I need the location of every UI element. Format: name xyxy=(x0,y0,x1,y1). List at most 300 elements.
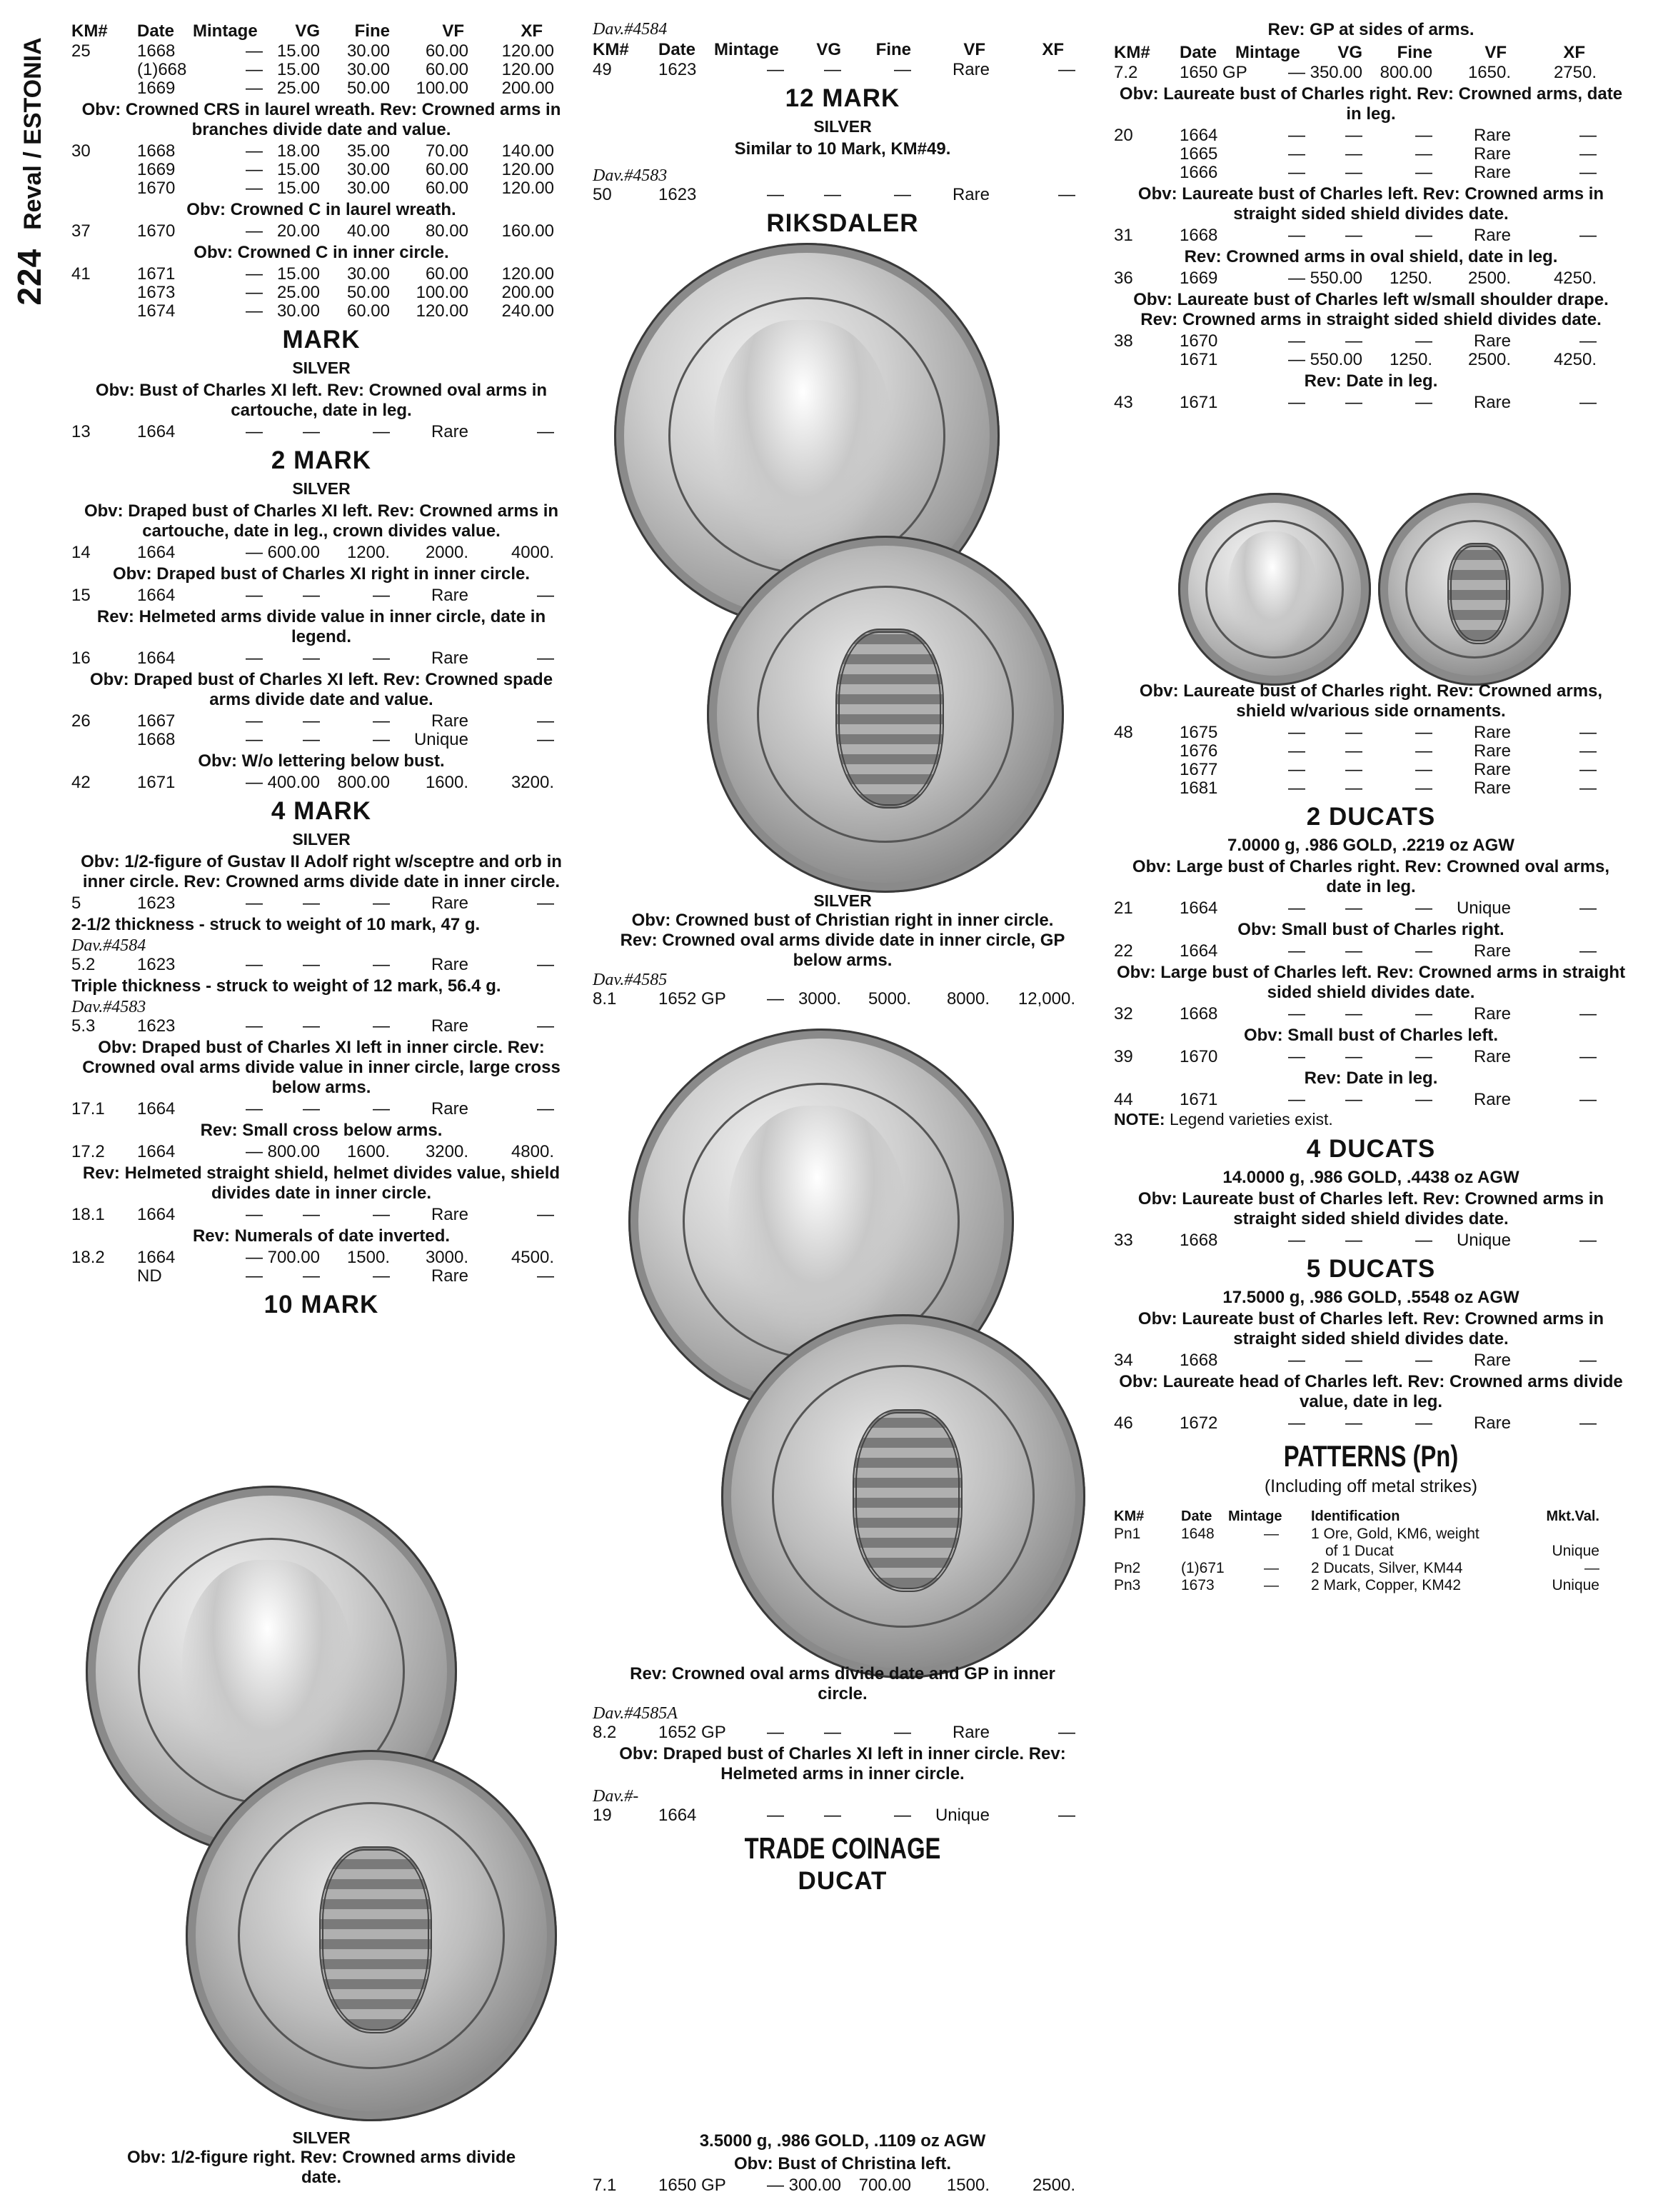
cell-date: 1623 xyxy=(137,1016,176,1036)
cell-vf: 2500. xyxy=(1467,269,1511,288)
cell-date: 1664 xyxy=(137,422,176,441)
cell-date: 1664 xyxy=(1180,941,1218,961)
dav-reference: Dav.#4583 xyxy=(71,998,146,1016)
variety-description: Rev: Numerals of date inverted. xyxy=(192,1226,451,1246)
column-middle xyxy=(593,20,1092,242)
cell-km: 14 xyxy=(71,543,91,562)
cell-vf: Rare xyxy=(431,1099,468,1118)
cell-vf: Rare xyxy=(1473,741,1511,761)
cell-xf: — xyxy=(1579,941,1597,961)
cell-fine: 1600. xyxy=(346,1142,390,1161)
cell-km: 7.1 xyxy=(593,2176,617,2195)
cell-fine: — xyxy=(1415,760,1432,779)
cell-xf: — xyxy=(537,1266,554,1286)
cell-mint: — xyxy=(246,179,263,198)
patterns-header xyxy=(1114,1507,1628,1526)
cell-fine: — xyxy=(1415,393,1432,412)
col-market-value: Mkt.Val. xyxy=(1546,1508,1599,1524)
table-row xyxy=(1114,1047,1628,1066)
cell-date: 1671 xyxy=(1180,1090,1218,1109)
variety-description: Obv: Large bust of Charles right. Rev: Crowned oval arms, date in leg. xyxy=(1132,857,1610,896)
section-title: MARK xyxy=(282,326,361,354)
table-row xyxy=(1114,760,1628,779)
variety-description: Obv: Laureate bust of Charles right. Rev: Crowned arms, date in leg. xyxy=(1119,84,1623,124)
header-date: Date xyxy=(137,21,175,41)
cell-date: 1623 xyxy=(658,60,697,79)
pattern-mint: — xyxy=(1264,1577,1279,1593)
table-row xyxy=(1114,741,1628,760)
cell-km: 37 xyxy=(71,221,91,241)
cell-vg: — xyxy=(1345,1231,1362,1250)
cell-fine: — xyxy=(373,649,390,668)
cell-mint: — xyxy=(246,283,263,302)
cell-mint: — xyxy=(1288,163,1305,182)
table-row xyxy=(1114,1090,1628,1108)
coin-image-reverse xyxy=(721,1314,1085,1678)
cell-mint: — xyxy=(246,1266,263,1286)
variety-description: Rev: GP at sides of arms. xyxy=(1267,20,1474,39)
cell-vf: Rare xyxy=(1473,941,1511,961)
cell-fine: 50.00 xyxy=(346,79,390,98)
cell-vg: — xyxy=(824,185,841,204)
cell-vg: 30.00 xyxy=(276,301,320,321)
cell-xf: — xyxy=(1058,1806,1075,1825)
cell-vf: 120.00 xyxy=(416,301,468,321)
pattern-km: Pn3 xyxy=(1114,1577,1141,1593)
cell-mint: — xyxy=(1288,723,1305,742)
cell-fine: — xyxy=(894,1723,911,1742)
cell-km: 49 xyxy=(593,60,612,79)
weight-description: 7.0000 g, .986 GOLD, .2219 oz AGW xyxy=(1227,836,1514,855)
cell-fine: — xyxy=(373,894,390,913)
cell-vg: 550.00 xyxy=(1310,350,1362,369)
cell-mint: — xyxy=(1288,393,1305,412)
cell-xf: — xyxy=(537,422,554,441)
cell-vf: Rare xyxy=(431,422,468,441)
cell-date: 1672 xyxy=(1180,1413,1218,1433)
cell-vg: 25.00 xyxy=(276,283,320,302)
cell-mint: — xyxy=(767,2176,784,2195)
cell-fine: — xyxy=(373,586,390,605)
patterns-list xyxy=(1114,1526,1628,1594)
cell-fine: — xyxy=(894,1806,911,1825)
riksdaler-82-block xyxy=(593,1664,1092,1900)
table-row xyxy=(1114,269,1628,287)
cell-vf: Rare xyxy=(1473,226,1511,245)
cell-vf: Unique xyxy=(1456,899,1511,918)
cell-mint: — xyxy=(246,41,263,61)
cell-xf: — xyxy=(1579,226,1597,245)
cell-fine: — xyxy=(1415,1090,1432,1109)
cell-xf: 200.00 xyxy=(501,283,554,302)
note-text: Legend varieties exist. xyxy=(1169,1110,1333,1128)
pattern-ident: 2 Ducats, Silver, KM44 xyxy=(1311,1560,1463,1576)
variety-description: Obv: Laureate bust of Charles left. Rev: Crowned arms in straight sided shield divides date. xyxy=(1137,184,1604,224)
cell-mint: — xyxy=(1288,1047,1305,1066)
cell-fine: 60.00 xyxy=(346,301,390,321)
cell-km: 5.2 xyxy=(71,955,96,974)
variety-description: Obv: Laureate head of Charles left. Rev: Crowned arms divide value, date in leg. xyxy=(1119,1372,1623,1411)
cell-date: 1664 xyxy=(137,1099,176,1118)
cell-date: 1665 xyxy=(1180,144,1218,164)
cell-fine: 1200. xyxy=(346,543,390,562)
cell-vg: — xyxy=(1345,126,1362,145)
header-vf: VF xyxy=(442,21,464,41)
cell-mint: — xyxy=(1288,1090,1305,1109)
table-row xyxy=(71,955,571,974)
cell-date: 1670 xyxy=(1180,1047,1218,1066)
cell-mint: — xyxy=(246,422,263,441)
cell-km: 32 xyxy=(1114,1004,1133,1024)
table-row xyxy=(593,2176,1092,2194)
page-running-title: Reval / ESTONIA xyxy=(19,37,46,230)
cell-xf: 160.00 xyxy=(501,221,554,241)
cell-vg: — xyxy=(1345,331,1362,351)
cell-vf: Rare xyxy=(952,60,990,79)
cell-vg: 700.00 xyxy=(267,1248,320,1267)
metal-label: SILVER xyxy=(813,117,872,136)
header-xf: XF xyxy=(1042,40,1064,59)
table-row xyxy=(71,894,571,912)
cell-fine: — xyxy=(1415,899,1432,918)
cell-vf: 1600. xyxy=(425,773,468,792)
cell-date: 1652 GP xyxy=(658,1723,726,1742)
cell-xf: — xyxy=(1579,1231,1597,1250)
cell-mint: — xyxy=(246,586,263,605)
cell-fine: 800.00 xyxy=(337,773,390,792)
cell-fine: 30.00 xyxy=(346,160,390,179)
table-header xyxy=(71,20,571,41)
variety-description: Obv: Bust of Christina left. xyxy=(733,2154,951,2173)
header-xf: XF xyxy=(1563,43,1585,62)
dav-reference: Dav.#4584 xyxy=(71,936,146,955)
cell-xf: 4250. xyxy=(1553,269,1597,288)
section-title: 2 MARK xyxy=(271,446,372,474)
cell-date: 1650 GP xyxy=(658,2176,726,2195)
table-row xyxy=(1114,144,1628,163)
cell-mint: — xyxy=(1288,144,1305,164)
cell-vf: Rare xyxy=(1473,723,1511,742)
cell-vg: — xyxy=(1345,723,1362,742)
cell-vf: Rare xyxy=(1473,779,1511,798)
cell-date: 1664 xyxy=(137,1205,176,1224)
coin-image-obverse xyxy=(1178,493,1371,686)
cell-fine: — xyxy=(373,1266,390,1286)
header-vf: VF xyxy=(963,40,985,59)
cell-fine: — xyxy=(894,60,911,79)
cell-km: 41 xyxy=(71,264,91,284)
pattern-ident: 2 Mark, Copper, KM42 xyxy=(1311,1577,1462,1593)
header-km: KM# xyxy=(593,40,629,59)
cell-xf: — xyxy=(537,894,554,913)
header-fine: Fine xyxy=(354,21,390,41)
cell-km: 44 xyxy=(1114,1090,1133,1109)
variety-description: Rev: Date in leg. xyxy=(1304,371,1438,391)
cell-km: 18.2 xyxy=(71,1248,105,1267)
cell-mint: — xyxy=(1288,899,1305,918)
variety-description: Obv: W/o lettering below bust. xyxy=(198,751,445,771)
cell-mint: — xyxy=(246,301,263,321)
pattern-date: 1648 xyxy=(1181,1526,1215,1542)
header-vg: VG xyxy=(816,40,841,59)
cell-vg: — xyxy=(303,1016,320,1036)
table-row xyxy=(593,1723,1092,1741)
cell-km: 15 xyxy=(71,586,91,605)
variety-description: Obv: Draped bust of Charles XI left in inner circle. Rev: Crowned oval arms divide value in inner circle, large cross below arms. xyxy=(82,1038,561,1097)
metal-label: SILVER xyxy=(292,359,351,377)
cell-vf: Rare xyxy=(431,649,468,668)
cell-vf: 80.00 xyxy=(425,221,468,241)
cell-vf: Rare xyxy=(431,586,468,605)
cell-xf: 2500. xyxy=(1032,2176,1075,2195)
cell-vg: — xyxy=(1345,393,1362,412)
cell-fine: 35.00 xyxy=(346,141,390,161)
dav-reference: Dav.#4584 xyxy=(593,20,668,39)
cell-mint: — xyxy=(246,264,263,284)
cell-vg: — xyxy=(824,1806,841,1825)
cell-xf: — xyxy=(537,1016,554,1036)
cell-vg: 550.00 xyxy=(1310,269,1362,288)
cell-fine: — xyxy=(373,711,390,731)
cell-vg: — xyxy=(303,730,320,749)
cell-xf: — xyxy=(537,1205,554,1224)
cell-km: 30 xyxy=(71,141,91,161)
section-title: RIKSDALER xyxy=(766,209,919,237)
cell-vf: 60.00 xyxy=(425,160,468,179)
table-row xyxy=(71,301,571,320)
cell-vf: Rare xyxy=(1473,1413,1511,1433)
cell-vg: 600.00 xyxy=(267,543,320,562)
cell-vg: 15.00 xyxy=(276,160,320,179)
pattern-km: Pn2 xyxy=(1114,1560,1141,1576)
section-title: 10 MARK xyxy=(263,1291,379,1318)
cell-date: 1652 GP xyxy=(658,989,726,1009)
cell-date: 1623 xyxy=(137,955,176,974)
section-title: 2 DUCATS xyxy=(1306,803,1436,831)
cell-fine: — xyxy=(1415,1047,1432,1066)
section-title: 4 DUCATS xyxy=(1306,1135,1436,1163)
cell-mint: — xyxy=(246,79,263,98)
pattern-value: Unique xyxy=(1552,1543,1599,1559)
table-row xyxy=(71,179,571,197)
metal-label: SILVER xyxy=(813,891,872,910)
cell-fine: — xyxy=(1415,1231,1432,1250)
cell-vg: 15.00 xyxy=(276,60,320,79)
cell-vf: 60.00 xyxy=(425,41,468,61)
metal-label: SILVER xyxy=(292,479,351,498)
header-vf: VF xyxy=(1484,43,1507,62)
cell-date: 1664 xyxy=(658,1806,697,1825)
cell-mint: — xyxy=(246,1099,263,1118)
cell-fine: — xyxy=(1415,126,1432,145)
pattern-ident: 1 Ore, Gold, KM6, weight xyxy=(1311,1526,1479,1542)
cell-vf: 3200. xyxy=(425,1142,468,1161)
dav-reference: Dav.#4583 xyxy=(593,166,668,185)
cell-km: 43 xyxy=(1114,393,1133,412)
cell-date: 1666 xyxy=(1180,163,1218,182)
cell-vg: — xyxy=(824,1723,841,1742)
cell-date: 1669 xyxy=(137,79,176,98)
cell-xf: 200.00 xyxy=(501,79,554,98)
cell-date: 1674 xyxy=(137,301,176,321)
table-row xyxy=(71,60,571,79)
section-title: 5 DUCATS xyxy=(1306,1255,1436,1283)
weight-description: 17.5000 g, .986 GOLD, .5548 oz AGW xyxy=(1222,1288,1519,1307)
cell-fine: — xyxy=(373,1099,390,1118)
section-title: 4 MARK xyxy=(271,797,372,825)
cell-xf: — xyxy=(1579,331,1597,351)
cell-fine: 30.00 xyxy=(346,179,390,198)
cell-xf: — xyxy=(537,730,554,749)
table-row xyxy=(1114,226,1628,244)
cell-vf: 60.00 xyxy=(425,179,468,198)
variety-description: Obv: Small bust of Charles left. xyxy=(1243,1026,1499,1045)
cell-vg: — xyxy=(1345,899,1362,918)
cell-km: 25 xyxy=(71,41,91,61)
dav-reference: Dav.#- xyxy=(593,1787,639,1806)
variety-description: Triple thickness - struck to weight of 12 mark, 56.4 g. xyxy=(71,976,501,996)
cell-vg: 15.00 xyxy=(276,264,320,284)
column-right xyxy=(1114,20,1628,411)
cell-mint: — xyxy=(246,894,263,913)
table-row xyxy=(71,586,571,604)
cell-vf: Rare xyxy=(1473,1047,1511,1066)
table-row xyxy=(1114,1351,1628,1369)
cell-mint: — xyxy=(246,60,263,79)
cell-vg: — xyxy=(1345,1413,1362,1433)
cell-mint: — xyxy=(1288,1231,1305,1250)
pattern-mint: — xyxy=(1264,1526,1279,1542)
cell-xf: 140.00 xyxy=(501,141,554,161)
cell-fine: 50.00 xyxy=(346,283,390,302)
cell-fine: — xyxy=(373,422,390,441)
cell-vg: — xyxy=(1345,760,1362,779)
cell-km: 17.1 xyxy=(71,1099,105,1118)
cell-date: ND xyxy=(137,1266,162,1286)
cell-vf: Rare xyxy=(431,711,468,731)
cell-km: 26 xyxy=(71,711,91,731)
table-row xyxy=(1114,63,1628,81)
header-vg: VG xyxy=(1337,43,1362,62)
cell-vg: — xyxy=(1345,941,1362,961)
variety-description: Obv: Crowned C in inner circle. xyxy=(194,243,449,262)
cell-xf: — xyxy=(537,955,554,974)
cell-vf: 100.00 xyxy=(416,283,468,302)
header-mintage: Mintage xyxy=(1235,43,1300,62)
sidebar-running-head xyxy=(3,21,56,321)
column-left xyxy=(71,20,571,1323)
header-date: Date xyxy=(658,40,696,59)
cell-fine: — xyxy=(1415,144,1432,164)
metal-label: SILVER xyxy=(292,2128,351,2147)
cell-fine: — xyxy=(1415,1413,1432,1433)
cell-vf: Rare xyxy=(431,1266,468,1286)
table-row xyxy=(1114,779,1628,797)
cell-date: 1668 xyxy=(137,730,176,749)
table-row xyxy=(1114,350,1628,369)
note-label: NOTE: xyxy=(1114,1110,1165,1128)
variety-description: Obv: 1/2-figure of Gustav II Adolf right w/sceptre and orb in inner circle. Rev: Crowned arms divide date in inner circle. xyxy=(81,852,562,891)
table-row xyxy=(71,1266,571,1285)
cell-km: 21 xyxy=(1114,899,1133,918)
cell-km: 31 xyxy=(1114,226,1133,245)
cell-mint: — xyxy=(767,60,784,79)
pattern-mint: — xyxy=(1264,1560,1279,1576)
cell-date: 1664 xyxy=(137,586,176,605)
cell-mint: — xyxy=(246,730,263,749)
cell-xf: 4800. xyxy=(511,1142,554,1161)
cell-date: 1668 xyxy=(137,141,176,161)
cell-km: 7.2 xyxy=(1114,63,1138,82)
cell-xf: — xyxy=(537,711,554,731)
coin-image-reverse xyxy=(707,536,1064,893)
cell-vf: Unique xyxy=(935,1806,990,1825)
cell-xf: 120.00 xyxy=(501,160,554,179)
coin-image-reverse xyxy=(186,1750,557,2121)
cell-vf: 60.00 xyxy=(425,264,468,284)
cell-xf: — xyxy=(1058,60,1075,79)
cell-fine: — xyxy=(373,1016,390,1036)
cell-date: 1664 xyxy=(1180,899,1218,918)
cell-mint: — xyxy=(246,773,263,792)
cell-mint: — xyxy=(1288,1413,1305,1433)
cell-fine: 1250. xyxy=(1389,269,1432,288)
cell-vg: — xyxy=(1345,1004,1362,1024)
table-row xyxy=(71,543,571,561)
cell-vg: — xyxy=(303,586,320,605)
cell-mint: — xyxy=(246,1248,263,1267)
cell-date: (1)668 xyxy=(137,60,187,79)
pattern-value: Unique xyxy=(1552,1577,1599,1593)
cell-date: 1664 xyxy=(137,543,176,562)
cell-xf: 2750. xyxy=(1553,63,1597,82)
cell-xf: 4500. xyxy=(511,1248,554,1267)
table-row xyxy=(71,649,571,667)
cell-xf: — xyxy=(1579,741,1597,761)
header-fine: Fine xyxy=(1397,43,1432,62)
cell-date: 1670 xyxy=(137,221,176,241)
cell-date: 1668 xyxy=(1180,226,1218,245)
variety-description: Obv: Crowned bust of Christian right in inner circle. Rev: Crowned oval arms divide date in inner circle, GP below arms. xyxy=(620,911,1065,970)
cell-vf: 60.00 xyxy=(425,60,468,79)
coin-caption xyxy=(71,2127,571,2188)
cell-mint: — xyxy=(1288,63,1305,82)
cell-xf: 3200. xyxy=(511,773,554,792)
variety-description: Obv: Draped bust of Charles XI right in inner circle. xyxy=(112,564,531,584)
cell-vg: — xyxy=(1345,779,1362,798)
table-row xyxy=(71,160,571,179)
cell-km: 33 xyxy=(1114,1231,1133,1250)
cell-xf: — xyxy=(1579,393,1597,412)
cell-date: 1668 xyxy=(1180,1004,1218,1024)
cell-date: 1669 xyxy=(137,160,176,179)
cell-km: 18.1 xyxy=(71,1205,105,1224)
ducat-71-block xyxy=(593,2128,1092,2194)
cell-vg: 300.00 xyxy=(788,2176,841,2195)
table-row xyxy=(71,41,571,60)
table-row xyxy=(593,989,1092,1008)
variety-description: Obv: Laureate bust of Charles left. Rev: Crowned arms in straight sided shield divides date. xyxy=(1137,1309,1604,1348)
pattern-km: Pn1 xyxy=(1114,1526,1141,1542)
cell-date: 1650 GP xyxy=(1180,63,1247,82)
cell-km: 19 xyxy=(593,1806,612,1825)
cell-vg: 400.00 xyxy=(267,773,320,792)
variety-description: Obv: Large bust of Charles left. Rev: Crowned arms in straight sided shield divides date. xyxy=(1116,963,1626,1002)
cell-mint: — xyxy=(1288,779,1305,798)
variety-description: Obv: Draped bust of Charles XI left. Rev: Crowned arms in cartouche, date in leg., crown divides value. xyxy=(84,501,559,541)
cell-date: 1664 xyxy=(1180,126,1218,145)
cell-xf: — xyxy=(1579,126,1597,145)
